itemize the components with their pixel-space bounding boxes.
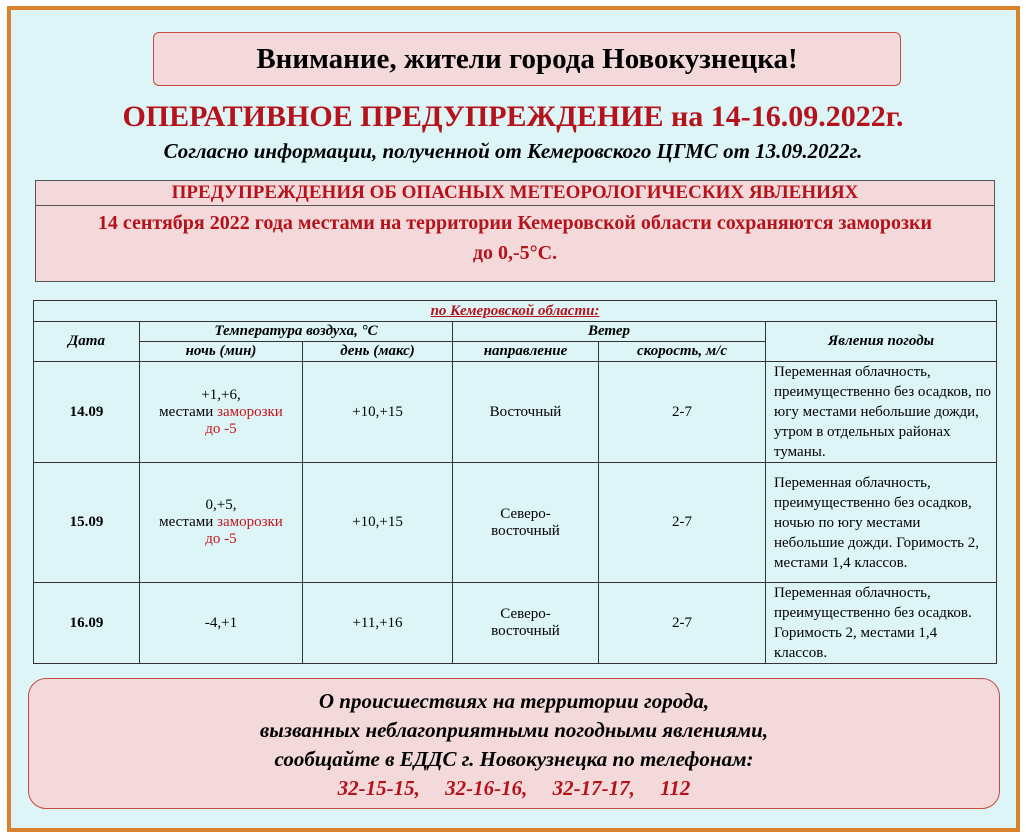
attention-banner (153, 32, 901, 86)
forecast-table (33, 300, 997, 664)
phone-number: 112 (660, 776, 691, 800)
header-direction: направление (453, 342, 599, 362)
phone-number: 32-16-16, (445, 776, 528, 800)
warning-subtitle: Согласно информации, полученной от Кемеровского ЦГМС от 13.09.2022г. (163, 139, 863, 163)
row-speed: 2-7 (599, 362, 766, 463)
row-day: +10,+15 (303, 362, 453, 463)
region-label: по Кемеровской области: (34, 301, 997, 322)
row-day: +11,+16 (303, 583, 453, 664)
row-phenomena: Переменная облачность, преимущественно без осадков, по югу местами небольшие дожди, утром в отдельных районах туманы. (766, 362, 997, 463)
hazard-box (35, 180, 995, 282)
row-night: +1,+6, местами заморозки до -5 (140, 362, 303, 463)
header-wind: Ветер (453, 322, 766, 342)
row-direction: Северо-восточный (453, 463, 599, 583)
table-row (34, 362, 997, 463)
row-phenomena: Переменная облачность, преимущественно без осадков. Горимость 2, местами 1,4 классов. (766, 583, 997, 664)
row-speed: 2-7 (599, 583, 766, 664)
row-night: 0,+5, местами заморозки до -5 (140, 463, 303, 583)
phone-list (29, 774, 999, 803)
attention-title: Внимание, жители города Новокузнецка! (256, 42, 798, 75)
hazard-heading: ПРЕДУПРЕЖДЕНИЯ ОБ ОПАСНЫХ МЕТЕОРОЛОГИЧЕСКИХ ЯВЛЕНИЯХ (36, 181, 994, 206)
header-temperature: Температура воздуха, °С (140, 322, 453, 342)
hazard-text: 14 сентября 2022 года местами на территории Кемеровской области сохраняются заморозки до 0,-5°С. (97, 212, 933, 264)
row-direction: Северо-восточный (453, 583, 599, 664)
row-night: -4,+1 (140, 583, 303, 664)
header-night: ночь (мин) (140, 342, 303, 362)
row-date: 15.09 (34, 463, 140, 583)
row-day: +10,+15 (303, 463, 453, 583)
contact-line-1: О происшествиях на территории города, (318, 689, 710, 713)
header-speed: скорость, м/с (599, 342, 766, 362)
contact-line-2: вызванных неблагоприятными погодными явлениями, (259, 718, 769, 742)
row-phenomena: Переменная облачность, преимущественно без осадков, ночью по югу местами небольшие дожди. Горимость 2, местами 1,4 классов. (766, 463, 997, 583)
row-date: 14.09 (34, 362, 140, 463)
row-date: 16.09 (34, 583, 140, 664)
table-row (34, 463, 997, 583)
row-direction: Восточный (453, 362, 599, 463)
phone-number: 32-17-17, (552, 776, 635, 800)
header-date: Дата (34, 322, 140, 362)
table-row (34, 583, 997, 664)
warning-title: ОПЕРАТИВНОЕ ПРЕДУПРЕЖДЕНИЕ на 14-16.09.2022г. (122, 100, 904, 133)
header-phenomena: Явления погоды (766, 322, 997, 362)
header-day: день (макс) (303, 342, 453, 362)
contact-box (28, 678, 1000, 809)
phone-number: 32-15-15, (337, 776, 420, 800)
contact-line-3: сообщайте в ЕДДС г. Новокузнецка по телефонам: (274, 747, 754, 771)
row-speed: 2-7 (599, 463, 766, 583)
